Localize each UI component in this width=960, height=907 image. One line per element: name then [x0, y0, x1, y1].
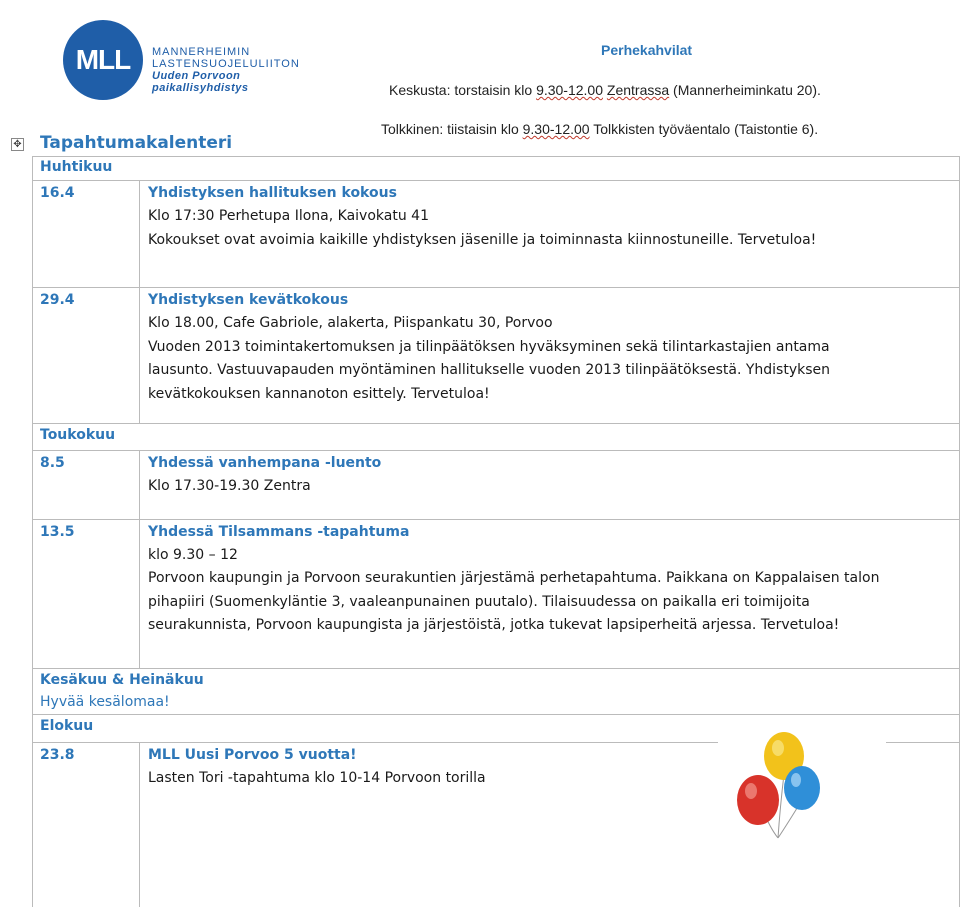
event-line: seurakunnista, Porvoon kaupungista ja järjestöistä, jotka tukevat lapsiperheitä arjessa. Tervetuloa! [148, 617, 840, 633]
organization-name [152, 46, 300, 94]
event-line: Klo 17.30-19.30 Zentra [148, 478, 311, 494]
event-date: 29.4 [40, 292, 75, 308]
month-april: Huhtikuu [40, 159, 113, 175]
event-line: Kokoukset ovat avoimia kaikille yhdistyksen jäsenille ja toiminnasta kiinnostuneille. Tervetuloa! [148, 232, 817, 248]
table-move-handle-icon[interactable]: ✥ [11, 138, 24, 151]
cafe-keskusta-place: Zentrassa [606, 82, 670, 98]
month-may: Toukokuu [40, 427, 116, 443]
event-title: Yhdessä Tilsammans -tapahtuma [148, 524, 410, 540]
cafe-tolkkinen-post: Tolkkisten työväentalo (Taistontie 6). [589, 121, 819, 137]
table-border [32, 287, 959, 288]
event-line: lausunto. Vastuuvapauden myöntäminen hallitukselle vuoden 2013 tilinpäätöksestä. Yhdistyksen [148, 362, 831, 378]
logo-text: MLL [75, 44, 131, 75]
event-line: Klo 18.00, Cafe Gabriole, alakerta, Piispankatu 30, Porvoo [148, 315, 553, 331]
table-border [32, 714, 959, 715]
table-border [32, 668, 959, 669]
event-line: klo 9.30 – 12 [148, 547, 238, 563]
org-line-3: Uuden Porvoon [152, 70, 241, 82]
org-line-1: MANNERHEIMIN [152, 46, 251, 58]
event-line: Lasten Tori -tapahtuma klo 10-14 Porvoon torilla [148, 770, 486, 786]
org-line-4: paikallisyhdistys [152, 82, 249, 94]
summer-note: Hyvää kesälomaa! [40, 694, 170, 710]
table-border [886, 742, 959, 743]
cafe-tolkkinen-pre: Tolkkinen: tiistaisin klo [381, 121, 523, 137]
event-date: 23.8 [40, 747, 75, 763]
cafe-keskusta-post: (Mannerheiminkatu 20). [669, 82, 821, 98]
table-border [32, 742, 718, 743]
cafe-tolkkinen-time: 9.30-12.00 [522, 121, 590, 137]
org-line-2: LASTENSUOJELULIITON [152, 58, 300, 70]
cafe-keskusta-pre: Keskusta: torstaisin klo [389, 82, 537, 98]
event-line: pihapiiri (Suomenkyläntie 3, vaaleanpunainen puutalo). Tilaisuudessa on paikalla eri toimijoita [148, 594, 810, 610]
event-date: 13.5 [40, 524, 75, 540]
table-column-divider [139, 180, 140, 423]
table-border [32, 519, 959, 520]
balloons-icon [720, 728, 830, 858]
event-line: Klo 17:30 Perhetupa Ilona, Kaivokatu 41 [148, 208, 429, 224]
month-august: Elokuu [40, 718, 94, 734]
event-line: Porvoon kaupungin ja Porvoon seurakuntien järjestämä perhetapahtuma. Paikkana on Kappalaisen talon [148, 570, 880, 586]
cafe-tolkkinen [381, 121, 818, 137]
event-title: Yhdistyksen hallituksen kokous [148, 185, 397, 201]
event-title: Yhdistyksen kevätkokous [148, 292, 349, 308]
calendar-title: Tapahtumakalenteri [40, 133, 233, 153]
event-date: 16.4 [40, 185, 75, 201]
table-border [32, 180, 959, 181]
table-column-divider [139, 742, 140, 907]
event-title: MLL Uusi Porvoo 5 vuotta! [148, 747, 357, 763]
event-title: Yhdessä vanhempana -luento [148, 455, 382, 471]
cafe-keskusta-time: 9.30-12.00 [536, 82, 604, 98]
mll-logo [63, 20, 143, 100]
event-line: Vuoden 2013 toimintakertomuksen ja tilinpäätöksen hyväksyminen sekä tilintarkastajien antama [148, 339, 830, 355]
cafes-title: Perhekahvilat [601, 42, 693, 58]
event-date: 8.5 [40, 455, 65, 471]
cafe-keskusta [389, 82, 821, 98]
month-summer: Kesäkuu & Heinäkuu [40, 672, 204, 688]
table-border [32, 450, 959, 451]
event-line: kevätkokouksen kannanoton esittely. Tervetuloa! [148, 386, 490, 402]
table-border [32, 156, 959, 157]
table-column-divider [139, 450, 140, 668]
table-border [32, 423, 959, 424]
